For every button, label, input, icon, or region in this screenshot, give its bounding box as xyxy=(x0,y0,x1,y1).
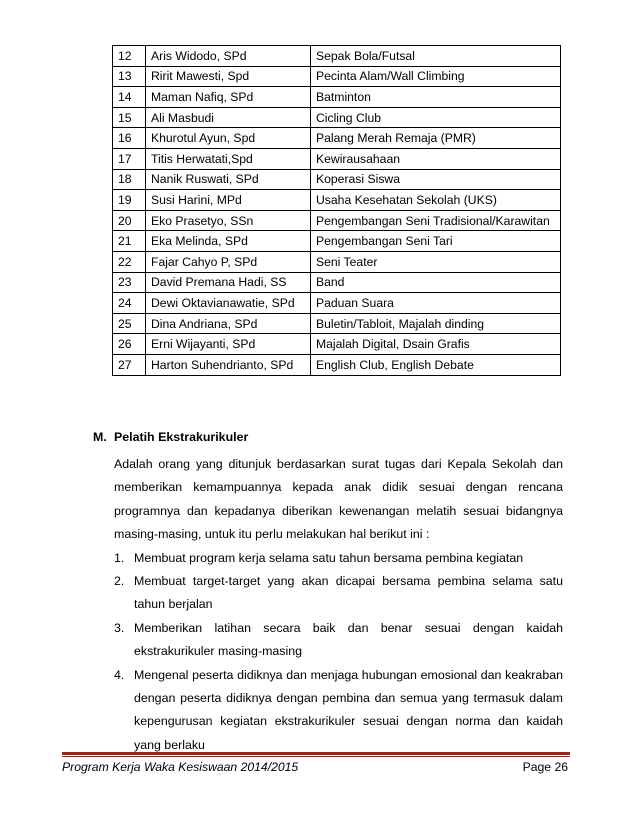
task-list xyxy=(114,547,563,758)
section-title: Pelatih Ekstrakurikuler xyxy=(114,430,249,444)
coach-name: Khurotul Ayun, Spd xyxy=(146,128,311,149)
coach-name: Titis Herwatati,Spd xyxy=(146,148,311,169)
item-number: 2. xyxy=(114,574,125,589)
row-number: 20 xyxy=(113,210,146,231)
activity-name: Sepak Bola/Futsal xyxy=(311,46,561,67)
page-number: Page 26 xyxy=(522,760,568,774)
table-row xyxy=(113,231,561,252)
row-number: 25 xyxy=(113,313,146,334)
table-row xyxy=(113,66,561,87)
coach-name: Maman Nafiq, SPd xyxy=(146,87,311,108)
table-row xyxy=(113,107,561,128)
section-letter: M. xyxy=(93,430,107,444)
item-text: Membuat program kerja selama satu tahun bersama pembina kegiatan xyxy=(134,550,524,565)
row-number: 13 xyxy=(113,66,146,87)
row-number: 21 xyxy=(113,231,146,252)
coach-name: David Premana Hadi, SS xyxy=(146,272,311,293)
coach-name: Eka Melinda, SPd xyxy=(146,231,311,252)
list-item xyxy=(114,617,563,664)
table-row xyxy=(113,251,561,272)
activity-name: Paduan Suara xyxy=(311,293,561,314)
activity-name: English Club, English Debate xyxy=(311,354,561,375)
item-number: 1. xyxy=(114,550,125,565)
activity-name: Usaha Kesehatan Sekolah (UKS) xyxy=(311,190,561,211)
list-item xyxy=(114,570,563,617)
coach-name: Fajar Cahyo P, SPd xyxy=(146,251,311,272)
table-row xyxy=(113,354,561,375)
activity-name: Pengembangan Seni Tari xyxy=(311,231,561,252)
activity-name: Palang Merah Remaja (PMR) xyxy=(311,128,561,149)
row-number: 27 xyxy=(113,354,146,375)
list-item xyxy=(114,547,563,570)
row-number: 15 xyxy=(113,107,146,128)
activity-name: Batminton xyxy=(311,87,561,108)
item-number: 4. xyxy=(114,667,125,682)
activity-name: Pecinta Alam/Wall Climbing xyxy=(311,66,561,87)
row-number: 22 xyxy=(113,251,146,272)
section-heading xyxy=(93,427,563,447)
section-pelatih xyxy=(93,427,563,757)
row-number: 12 xyxy=(113,46,146,67)
table-row xyxy=(113,313,561,334)
table-row xyxy=(113,128,561,149)
footer-title: Program Kerja Waka Kesiswaan 2014/2015 xyxy=(62,760,299,774)
coach-name: Dina Andriana, SPd xyxy=(146,313,311,334)
coach-name: Harton Suhendrianto, SPd xyxy=(146,354,311,375)
coach-name: Susi Harini, MPd xyxy=(146,190,311,211)
row-number: 23 xyxy=(113,272,146,293)
coach-table xyxy=(112,45,561,376)
coach-name: Ririt Mawesti, Spd xyxy=(146,66,311,87)
row-number: 17 xyxy=(113,148,146,169)
item-text: Membuat target-target yang akan dicapai bersama pembina selama satu tahun berjalan xyxy=(134,574,563,612)
item-number: 3. xyxy=(114,620,125,635)
coach-name: Dewi Oktavianawatie, SPd xyxy=(146,293,311,314)
section-intro: Adalah orang yang ditunjuk berdasarkan surat tugas dari Kepala Sekolah dan memberikan kemampuannya kepada anak didik sesuai dengan rencana programnya dan kepadanya diberikan kewenangan melatih sesuai bidangnya masing-masing, untuk itu perlu melakukan hal berikut ini : xyxy=(114,457,563,542)
row-number: 26 xyxy=(113,334,146,355)
table-row xyxy=(113,87,561,108)
activity-name: Cicling Club xyxy=(311,107,561,128)
activity-name: Band xyxy=(311,272,561,293)
table-row xyxy=(113,334,561,355)
row-number: 14 xyxy=(113,87,146,108)
table-row xyxy=(113,169,561,190)
row-number: 16 xyxy=(113,128,146,149)
row-number: 24 xyxy=(113,293,146,314)
coach-name: Eko Prasetyo, SSn xyxy=(146,210,311,231)
table-row xyxy=(113,190,561,211)
footer-rule-thick xyxy=(62,752,570,755)
table-row xyxy=(113,148,561,169)
table-row xyxy=(113,46,561,67)
activity-name: Seni Teater xyxy=(311,251,561,272)
footer-rule-thin xyxy=(62,756,570,757)
coach-name: Nanik Ruswati, SPd xyxy=(146,169,311,190)
table-row xyxy=(113,210,561,231)
activity-name: Kewirausahaan xyxy=(311,148,561,169)
table-row xyxy=(113,293,561,314)
coach-name: Erni Wijayanti, SPd xyxy=(146,334,311,355)
row-number: 19 xyxy=(113,190,146,211)
item-text: Memberikan latihan secara baik dan benar sesuai dengan kaidah ekstrakurikuler masing-masing xyxy=(134,620,563,659)
row-number: 18 xyxy=(113,169,146,190)
activity-name: Pengembangan Seni Tradisional/Karawitan xyxy=(311,210,561,231)
coach-name: Aris Widodo, SPd xyxy=(146,46,311,67)
item-text: Mengenal peserta didiknya dan menjaga hubungan emosional dan keakraban dengan peserta didiknya dengan pembina dan semua yang termasuk dalam kepengurusan kegiatan ekstrakurikuler sesuai dengan norma dan kaidah yang berlaku xyxy=(134,667,563,752)
activity-name: Koperasi Siswa xyxy=(311,169,561,190)
activity-name: Buletin/Tabloit, Majalah dinding xyxy=(311,313,561,334)
activity-name: Majalah Digital, Dsain Grafis xyxy=(311,334,561,355)
table-row xyxy=(113,272,561,293)
list-item xyxy=(114,664,563,758)
coach-name: Ali Masbudi xyxy=(146,107,311,128)
